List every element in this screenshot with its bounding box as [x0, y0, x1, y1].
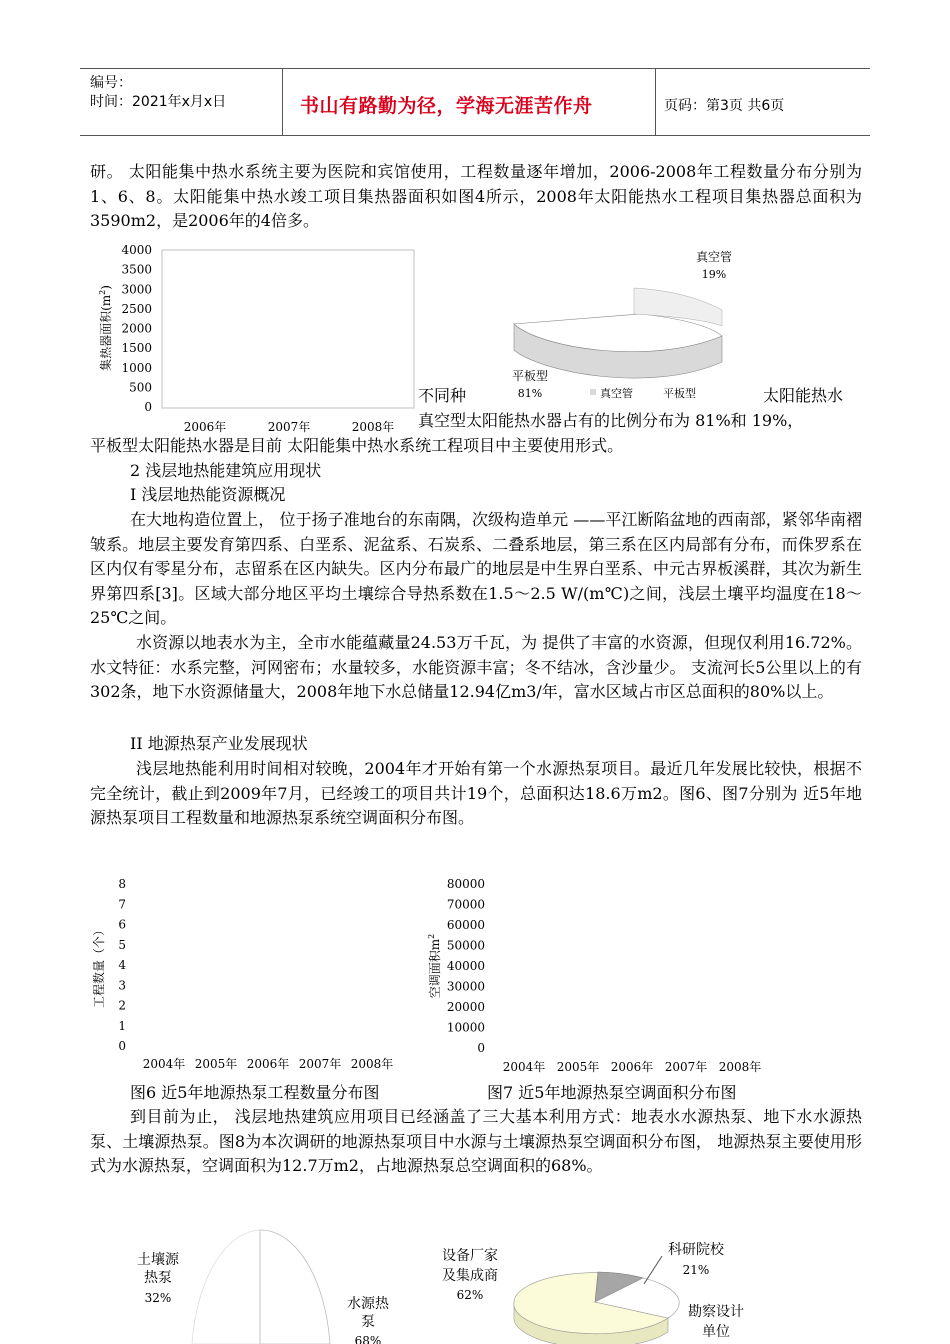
y-tick-label: 60000	[446, 918, 485, 932]
y-tick-label: 0	[477, 1041, 485, 1055]
y-axis-label: 空调面积$m^2$	[427, 933, 442, 999]
x-tick-label: 2008年	[718, 1060, 762, 1074]
x-tick-label: 2005年	[194, 1057, 238, 1071]
pie-label-water-source: 水源热泵	[347, 1296, 389, 1330]
y-tick-label: 5	[118, 937, 126, 952]
pie-pct-research: 21%	[682, 1263, 710, 1277]
y-tick-label: 2	[118, 998, 126, 1013]
pie-label-vacuum-tube: 真空管	[695, 250, 733, 264]
pie-label-survey-design: 勘察设计单位	[688, 1304, 744, 1340]
doc-time-label: 时间：2021年x月x日	[90, 94, 227, 110]
header-bottom-rule	[80, 135, 870, 136]
pie-label-equipment: 设备厂家及集成商	[442, 1248, 498, 1284]
chart-institution-type-pie	[430, 1236, 770, 1344]
legend-swatch-vacuum-tube	[590, 389, 596, 395]
text-fragment-vacuum-ratio: 真空型太阳能热水器占有的比例分布为 81%和 19%，	[418, 411, 804, 430]
paragraph-geology: 在大地构造位置上， 位于扬子准地台的东南隅，次级构造单元 ——平江断陷盆地的西南部，紧邻华南褶皱系。地层主要发育第四系、白垩系、泥盆系、石炭系、二叠系地层，第三系在区内局部有分布，而侏罗系在区内仅有零星分布，志留系在区内缺失。区内分布最广的地层是中生界白垩系、中元古界板溪群，其次为新生界第四系[3]。区域大部分地区平均土壤综合导热系数在1.5～2.5 W/(m℃)之间，浅层土壤平均温度在18～25℃之间。	[90, 510, 862, 627]
y-tick-label: 3500	[121, 262, 152, 277]
y-axis-label: 工程数量（个）	[92, 923, 106, 1009]
pie-pct-soil-source: 32%	[144, 1291, 172, 1305]
page-number-label: 页码：第3页 共6页	[664, 98, 785, 114]
paragraph-flat-plate-main: 平板型太阳能热水器是目前 太阳能集中热水系统工程项目中主要使用形式。	[90, 436, 624, 455]
y-tick-label: 80000	[446, 877, 485, 891]
leader-line-research	[644, 1256, 662, 1284]
y-tick-label: 1000	[121, 360, 152, 375]
y-tick-label: 8	[118, 877, 126, 891]
pie-slice-water-source	[260, 1230, 330, 1344]
paragraph-solar-intro: 研。 太阳能集中热水系统主要为医院和宾馆使用，工程数量逐年增加，2006-2008年工程数量分布分别为1、6、8。太阳能集中热水竣工项目集热器面积如图4所示，2008年太阳能热水工程项目集热器总面积为3590m2，是2006年的4倍多。	[90, 162, 862, 230]
header-divider-right	[655, 68, 656, 136]
header-motto: 书山有路勤为径，学海无涯苦作舟	[300, 95, 593, 117]
y-tick-label: 2000	[121, 321, 152, 336]
pie-pct-flat-plate: 81%	[517, 387, 543, 400]
y-tick-label: 0	[118, 1039, 126, 1053]
y-tick-label: 4000	[121, 243, 152, 257]
y-tick-label: 6	[118, 917, 126, 932]
y-tick-label: 500	[129, 380, 152, 395]
pie-pct-equipment: 62%	[456, 1288, 484, 1302]
y-tick-label: 7	[118, 897, 126, 912]
header-divider-left	[282, 68, 283, 136]
x-tick-label: 2008年	[351, 420, 395, 434]
x-tick-label: 2007年	[664, 1060, 708, 1074]
x-tick-label: 2004年	[142, 1057, 186, 1071]
x-tick-label: 2004年	[502, 1060, 546, 1074]
header-top-rule	[80, 68, 870, 69]
x-tick-label: 2007年	[298, 1057, 342, 1071]
y-tick-label: 2500	[121, 301, 152, 316]
x-tick-label: 2007年	[267, 420, 311, 434]
chart-project-count	[88, 870, 408, 1080]
figure-7-caption: 图7 近5年地源热泵空调面积分布图	[487, 1083, 737, 1102]
y-tick-label: 1	[118, 1018, 126, 1033]
section-heading-shallow-geothermal: 2 浅层地热能建筑应用现状	[130, 461, 322, 480]
y-tick-label: 50000	[446, 938, 485, 953]
y-tick-label: 70000	[446, 897, 485, 912]
text-fragment-different-types: 不同种	[418, 386, 467, 405]
doc-number-label: 编号：	[90, 75, 132, 91]
paragraph-usage-forms: 到目前为止， 浅层地热建筑应用项目已经涵盖了三大基本利用方式：地表水水源热泵、地下水水源热泵、土壤源热泵。图8为本次调研的地源热泵项目中水源与土壤源热泵空调面积分布图， 地源热泵主要使用形式为水源热泵，空调面积为12.7万m2，占地源热泵总空调面积的68%。	[90, 1107, 862, 1175]
pie-label-research: 科研院校	[668, 1242, 724, 1258]
x-tick-label: 2005年	[556, 1060, 600, 1074]
y-tick-label: 30000	[446, 979, 485, 994]
pie-label-soil-source: 土壤源热泵	[137, 1252, 179, 1286]
y-tick-label: 0	[144, 400, 152, 414]
pie-slice-soil-source	[192, 1230, 260, 1344]
y-tick-label: 4	[118, 958, 126, 972]
pie-pct-vacuum-tube: 19%	[701, 268, 727, 281]
subsection-heading-resources: I 浅层地热能资源概况	[130, 485, 286, 504]
y-tick-label: 1500	[121, 341, 152, 356]
x-tick-label: 2008年	[350, 1057, 394, 1071]
legend-label-vacuum-tube: 真空管	[600, 387, 633, 400]
legend-swatch-flat-plate	[656, 389, 662, 395]
chart-ac-area	[425, 870, 775, 1080]
y-tick-label: 3	[118, 978, 126, 993]
text-fragment-solar-water: 太阳能热水	[763, 386, 844, 405]
pie-pct-water-source: 68%	[354, 1334, 382, 1344]
legend-label-flat-plate: 平板型	[663, 387, 696, 400]
y-tick-label: 40000	[446, 959, 485, 973]
y-tick-label: 3000	[121, 282, 152, 297]
pie-label-flat-plate: 平板型	[511, 369, 549, 383]
subsection-heading-heat-pump-industry: II 地源热泵产业发展现状	[130, 734, 308, 753]
y-tick-label: 10000	[446, 1020, 485, 1035]
plot-area-frame	[162, 250, 414, 408]
chart-collector-area	[96, 240, 426, 440]
paragraph-heat-pump-status: 浅层地热能利用时间相对较晚，2004年才开始有第一个水源热泵项目。最近几年发展比较快，根据不完全统计，截止到2009年7月，已经竣工的项目共计19个，总面积达18.6万m2。图6、图7分别为 近5年地源热泵项目工程数量和地源热泵系统空调面积分布图。	[90, 759, 862, 827]
y-axis-label: 集热器面积$(m^2)$	[98, 285, 113, 371]
paragraph-water-resources: 水资源以地表水为主，全市水能蕴藏量24.53万千瓦，为 提供了丰富的水资源，但现仅利用16.72%。 水文特征：水系完整，河网密布；水量较多，水能资源丰富；冬不结冰，含沙量少。 支流河长5公里以上的有302条，地下水资源储量大，2008年地下水总储量12.94亿m3/年，富水区域占市区总面积的80%以上。	[90, 633, 862, 701]
x-tick-label: 2006年	[610, 1060, 654, 1074]
chart-collector-type-pie	[500, 244, 760, 404]
x-tick-label: 2006年	[183, 420, 227, 434]
x-tick-label: 2006年	[246, 1057, 290, 1071]
chart-heat-pump-type-pie	[120, 1222, 440, 1344]
y-tick-label: 20000	[446, 1000, 485, 1014]
figure-6-caption: 图6 近5年地源热泵工程数量分布图	[130, 1083, 380, 1102]
